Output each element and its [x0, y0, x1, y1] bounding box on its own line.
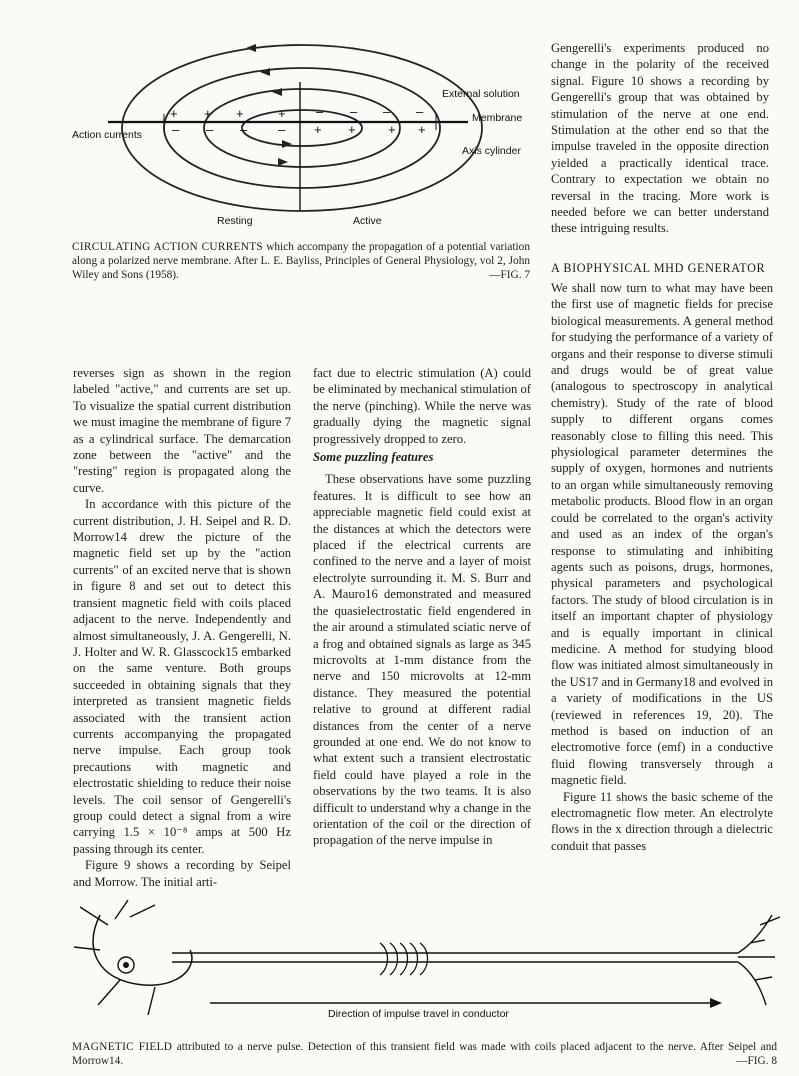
- nucleolus: [123, 962, 129, 968]
- svg-text:+: +: [236, 106, 244, 121]
- svg-text:–: –: [316, 104, 324, 119]
- svg-text:+: +: [170, 106, 178, 121]
- figure-7-diagram: [60, 30, 540, 235]
- cell-body: [93, 915, 192, 985]
- paragraph-middle-1: fact due to electric stimulation (A) could be eliminated by mechanical stimulation of the nerve (pinching). While the nerve was gradually dying the magnetic signal progressively dropped to zero.: [313, 366, 531, 446]
- figure-8-caption-title: MAGNETIC FIELD: [72, 1041, 173, 1053]
- charge-signs-bottom: [172, 122, 426, 137]
- magnetic-field-loops: [380, 943, 428, 975]
- figure-7-caption-title: CIRCULATING ACTION CURRENTS: [72, 241, 263, 253]
- current-loop-3: [204, 89, 400, 167]
- right-column-section: [551, 280, 773, 854]
- label-action-currents: Action currents: [72, 129, 143, 141]
- svg-text:+: +: [278, 106, 286, 121]
- figure-8-label: —FIG. 8: [736, 1055, 777, 1067]
- paragraph-left-3: Figure 9 shows a recording by Seipel and Morrow. The initial arti-: [73, 858, 291, 889]
- svg-text:–: –: [206, 122, 214, 137]
- svg-text:+: +: [314, 122, 322, 137]
- label-resting: Resting: [217, 215, 253, 227]
- svg-text:+: +: [348, 122, 356, 137]
- section-title: A BIOPHYSICAL MHD GENERATOR: [551, 261, 766, 275]
- figure-8-diagram: [60, 895, 795, 1030]
- figure-7-caption: [72, 240, 530, 282]
- figure-7-label: —FIG. 7: [489, 269, 530, 281]
- svg-text:+: +: [204, 106, 212, 121]
- paragraph-mhd-1: We shall now turn to what may have been the first use of magnetic fields for precise biological measurements. A general method for studying the performance of a variety of organs and their response to diverse stimuli and drugs would be of great value (analogous to spectroscopy in analytical chemistry). Study of the rate of blood supply to different organs comes reasonably close to filling this need. This physiological parameter determines the supply of oxygen, hormones and nutrients to an organ while simultaneously removing metabolic products. Blood flow in an organ could be correlated to the organ's activity and used as an index of the organ's response to stimulating and inhibiting agents such as poisons, drugs, hormones, physical parameters and psychological factors. The study of blood circulation is in itself an important chapter of physiology and is equally important in clinical medicine. A method for studying blood flow was initiated almost simultaneously in the US17 and in Germany18 and evolved in a variety of modifications in the US (reviewed in references 19, 20). The method is based on induction of an electromotive force (emf) in a conductive fluid flowing transversely through a magnetic field.: [551, 281, 773, 788]
- figure-8-caption: [72, 1040, 777, 1068]
- dendrite: [74, 900, 155, 1015]
- svg-text:–: –: [383, 104, 391, 119]
- left-column: [73, 365, 291, 890]
- direction-arrow-head: [710, 998, 722, 1008]
- paragraph-gengerelli-results: Gengerelli's experiments produced no change in the polarity of the received signal. Figure 10 shows a recording by Gengerelli's group that was obtained by stimulation of the nerve at one end. Stimulation at the other end so that the impulse traveled in the opposite direction yielded a practically identical trace. Contrary to expectation we obtain no reversal in the tracing. More work is needed before we can better understand these intriguing results.: [551, 41, 769, 236]
- figure-7-caption-body: which accompany the propagation of a potential variation along a polarized nerve membrane. After L. E. Bayliss, Principles of General Physiology, vol 2, John Wiley and Sons (1958).: [72, 241, 530, 281]
- direction-arrow-label: Direction of impulse travel in conductor: [328, 1008, 509, 1020]
- paragraph-mhd-2: Figure 11 shows the basic scheme of the electromagnetic flow meter. An electrolyte flows in the x direction through a dielectric conduit that passes: [551, 789, 773, 853]
- svg-text:–: –: [350, 104, 358, 119]
- charge-signs-top: [170, 104, 424, 121]
- loop-arrow: [272, 88, 282, 96]
- svg-text:–: –: [416, 104, 424, 119]
- label-membrane: Membrane: [472, 112, 523, 124]
- svg-text:+: +: [418, 122, 426, 137]
- paragraph-left-2: In accordance with this picture of the current distribution, J. H. Seipel and R. D. Morrow14 drew the picture of the magnetic field set up by the "action currents" of an excited nerve that is shown in figure 8 and set out to detect this transient magnetic field with coils placed adjacent to the nerve. Independently and almost simultaneously, J. A. Gengerelli, N. J. Holter and W. R. Glasscock15 embarked on the same venture. Both groups succeeded in obtaining signals that they interpreted as transient magnetic fields associated with the transient action currents accompanying the propagated nerve impulse. Each group took precautions with magnetic and electrostatic shielding to reduce their noise levels. The coil sensor of Gengerelli's group could detect a signal from a wire carrying 1.5 × 10⁻⁸ amps at 500 Hz passing through its center.: [73, 497, 291, 856]
- svg-text:–: –: [278, 122, 286, 137]
- loop-arrow: [278, 158, 288, 166]
- svg-text:–: –: [240, 122, 248, 137]
- axon-terminal: [738, 915, 780, 1005]
- paragraph-left-1: reverses sign as shown in the region labeled "active," and currents are set up. To visualize the spatial current distribution we must imagine the membrane of figure 7 as a cylindrical surface. The demarcation zone between the "active" and the "resting" region is propagated along the curve.: [73, 366, 291, 495]
- current-loop-inner: [242, 110, 362, 146]
- right-column-top: [551, 40, 769, 237]
- label-active: Active: [353, 215, 382, 227]
- loop-arrow: [282, 140, 292, 148]
- loop-arrow: [246, 44, 256, 52]
- paragraph-middle-2: These observations have some puzzling features. It is difficult to see how an appreciable magnetic field could exist at the distances at which the detectors were placed if the electrical currents are confined to the nerve and a layer of moist electrolyte surrounding it. M. S. Burr and A. Mauro16 demonstrated and measured the quasielectrostatic field engendered in the air around a stimulated sciatic nerve of a frog and obtained signals as large as 345 microvolts at 1-mm distance from the nerve and 150 microvolts at 12-mm distance. They measured the potential relative to ground at different radial distances from the center of a nerve grounded at one end. We do not know to what extent such a transient electrostatic field could have played a role in the observations by the two teams. It is also difficult to understand why a change in the orientation of the coil or the direction of propagation of the nerve impulse in: [313, 472, 531, 848]
- svg-text:+: +: [388, 122, 396, 137]
- subheading-puzzling-features: Some puzzling features: [313, 450, 434, 465]
- label-axis-cylinder: Axis cylinder: [462, 145, 521, 157]
- middle-column: [313, 365, 531, 849]
- label-external-solution: External solution: [442, 88, 520, 100]
- svg-text:–: –: [172, 122, 180, 137]
- figure-8-caption-body: attributed to a nerve pulse. Detection of this transient field was made with coils placed adjacent to the nerve. After Seipel and Morrow14.: [72, 1041, 777, 1067]
